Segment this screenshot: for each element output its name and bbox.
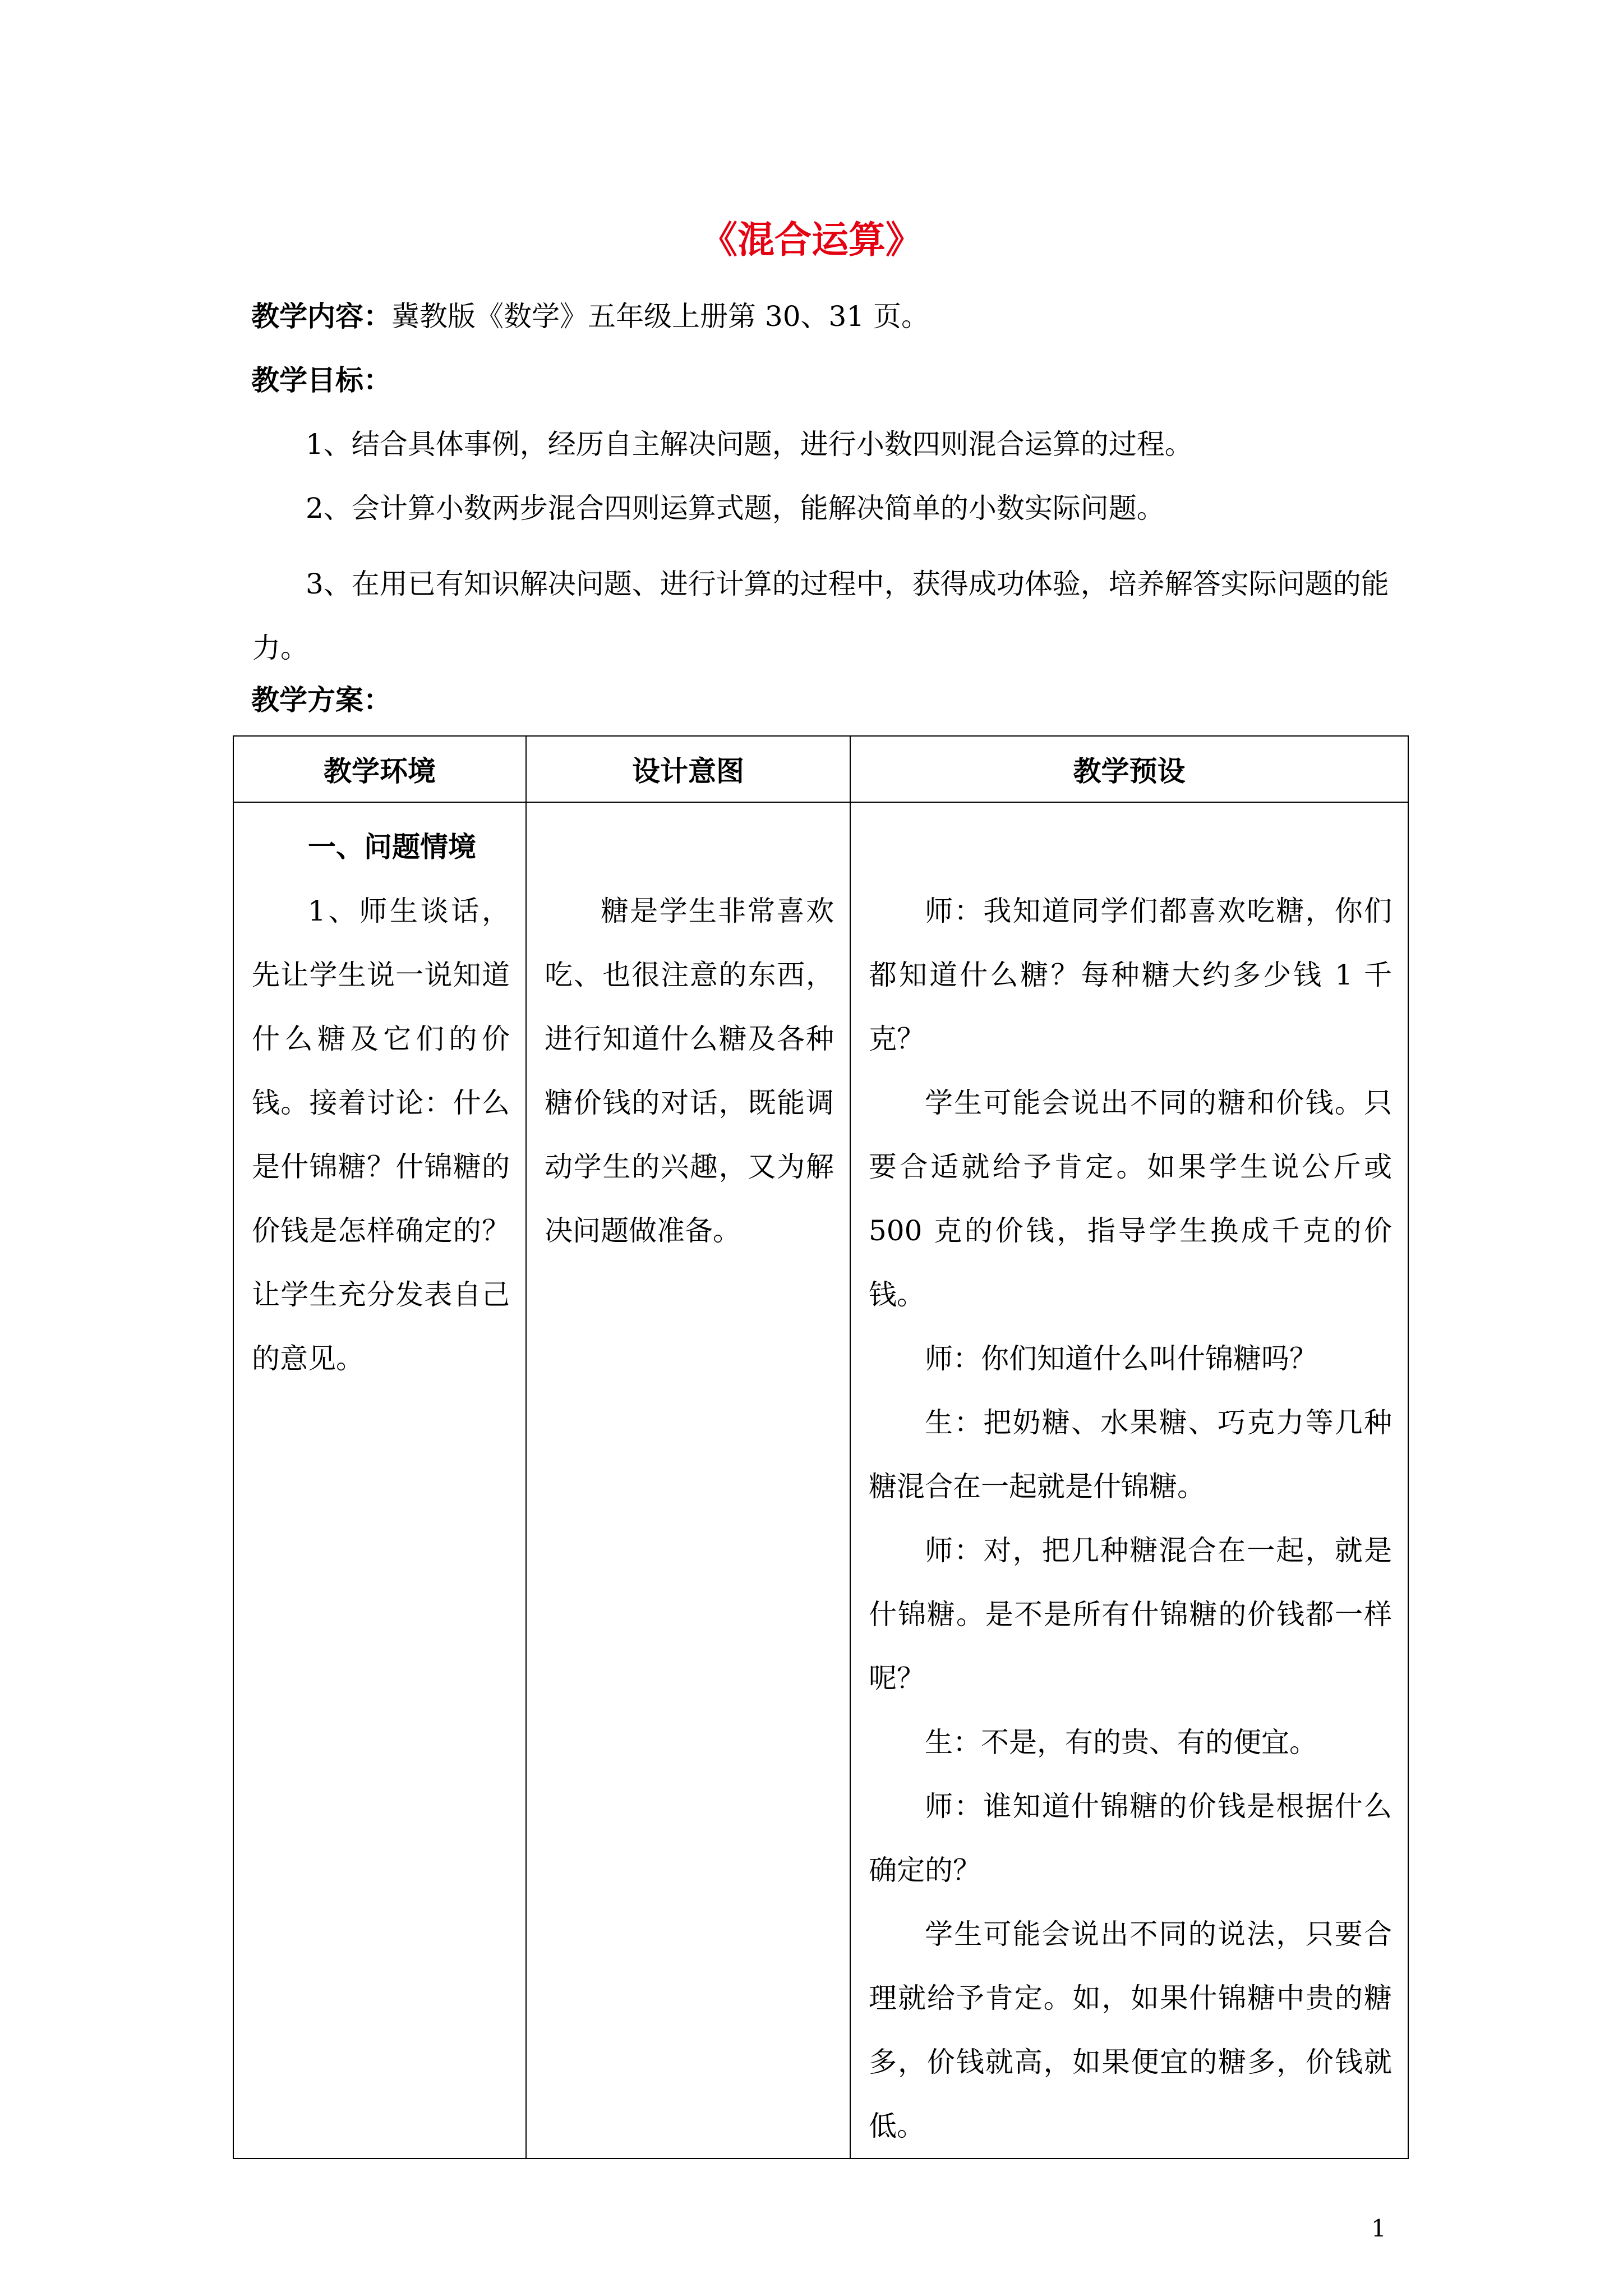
goal-item-1: 1、结合具体事例，经历自主解决问题，进行小数四则混合运算的过程。 xyxy=(306,428,1193,461)
table-header-row xyxy=(233,736,1408,802)
preset-paragraph: 师：你们知道什么叫什锦糖吗？ xyxy=(925,1342,1317,1375)
design-intent-cell xyxy=(526,802,850,2159)
preset-paragraph: 师：谁知道什锦糖的价钱是根据什么确定的？ xyxy=(869,1790,1392,1887)
page-number: 1 xyxy=(1371,2215,1386,2242)
header-design-intent: 设计意图 xyxy=(526,736,850,802)
preset-paragraph: 师：我知道同学们都喜欢吃糖，你们都知道什么糖？每种糖大约多少钱 1 千克？ xyxy=(869,895,1392,1055)
table-row xyxy=(233,802,1408,2159)
teaching-content-label: 教学内容： xyxy=(251,300,391,333)
preset-paragraph: 学生可能会说出不同的说法，只要合理就给予肯定。如，如果什锦糖中贵的糖多，价钱就高，如果便宜的糖多，价钱就低。 xyxy=(869,1918,1392,2142)
teaching-content-text: 冀教版《数学》五年级上册第 30、31 页。 xyxy=(391,300,930,333)
teaching-content xyxy=(251,296,1407,337)
design-intent-text: 糖是学生非常喜欢吃、也很注意的东西，进行知道什么糖及各种糖价钱的对话，既能调动学生的兴趣，又为解决问题做准备。 xyxy=(545,895,834,1247)
preset-paragraph: 师：对，把几种糖混合在一起，就是什锦糖。是不是所有什锦糖的价钱都一样呢？ xyxy=(869,1534,1392,1695)
document-title: 《混合运算》 xyxy=(700,218,923,261)
goal-item-2: 2、会计算小数两步混合四则运算式题，能解决简单的小数实际问题。 xyxy=(306,492,1165,524)
preset-paragraph: 生：把奶糖、水果糖、巧克力等几种糖混合在一起就是什锦糖。 xyxy=(869,1406,1392,1503)
environment-text: 1、师生谈话，先让学生说一说知道什么糖及它们的价钱。接着讨论：什么是什锦糖？什锦糖的价钱是怎样确定的？让学生充分发表自己的意见。 xyxy=(252,895,510,1375)
teaching-plan-table xyxy=(233,735,1409,2159)
preset-paragraph: 学生可能会说出不同的糖和价钱。只要合适就给予肯定。如果学生说公斤或 500 克的价钱，指导学生换成千克的价钱。 xyxy=(869,1087,1392,1311)
header-teaching-preset: 教学预设 xyxy=(850,736,1408,802)
teaching-plan-label: 教学方案： xyxy=(251,683,391,716)
goal-item-3: 3、在用已有知识解决问题、进行计算的过程中，获得成功体验，培养解答实际问题的能力。 xyxy=(252,568,1389,664)
header-teaching-environment: 教学环境 xyxy=(233,736,526,802)
environment-cell xyxy=(233,802,526,2159)
preset-paragraph: 生：不是，有的贵、有的便宜。 xyxy=(925,1726,1317,1759)
teaching-goals-label: 教学目标： xyxy=(251,364,391,397)
section-heading: 一、问题情境 xyxy=(308,830,476,863)
teaching-preset-cell xyxy=(850,802,1408,2159)
